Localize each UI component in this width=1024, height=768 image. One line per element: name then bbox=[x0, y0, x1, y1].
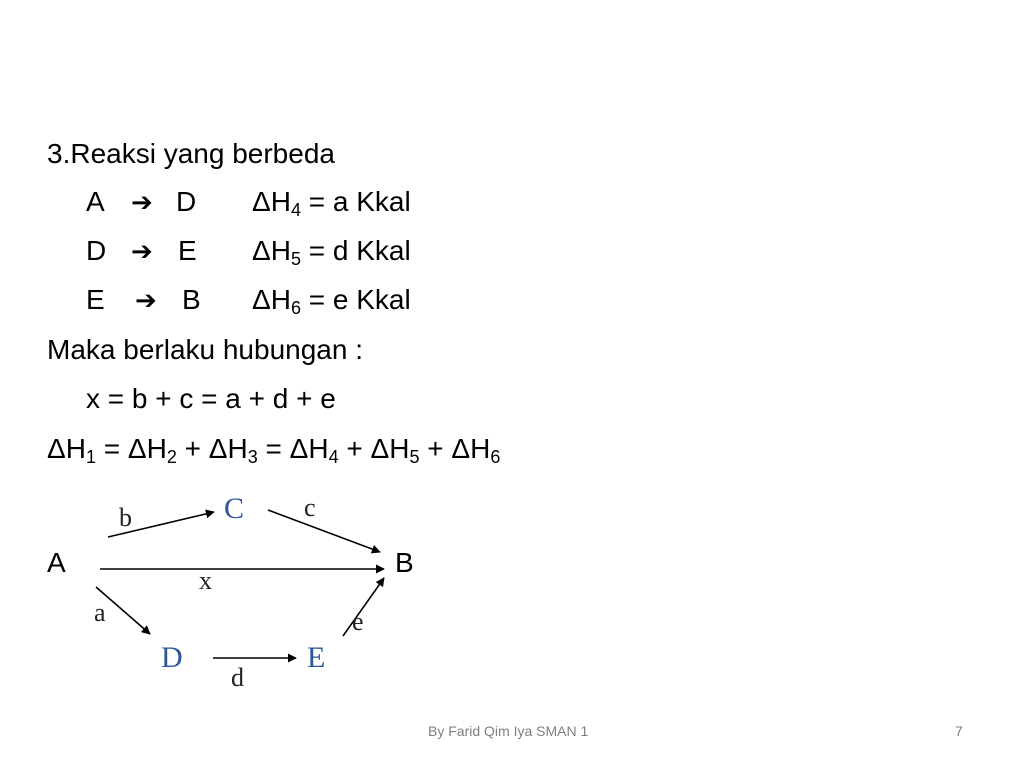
node-a: A bbox=[47, 547, 66, 578]
edge-label-d: d bbox=[231, 663, 244, 692]
enthalpy-value: $\Delta H_6 = e$ Kkal bbox=[252, 284, 411, 318]
enthalpy-value: $\Delta H_4 = a$ Kkal bbox=[252, 186, 411, 220]
edge-label-a: a bbox=[94, 598, 106, 627]
reaction-to: D bbox=[176, 186, 197, 217]
edge-label-e: e bbox=[352, 607, 364, 636]
footer-credit: By Farid Qim Iya SMAN 1 bbox=[428, 723, 589, 739]
page-number: 7 bbox=[955, 723, 963, 739]
edge-label-c: c bbox=[304, 493, 316, 522]
arrow-right-icon: ➔ bbox=[135, 285, 157, 315]
edge-label-b: b bbox=[119, 503, 132, 532]
enthalpy-value: $\Delta H_5 = d$ Kkal bbox=[252, 235, 411, 269]
reaction-to: B bbox=[182, 284, 201, 315]
edge-label-x: x bbox=[199, 566, 212, 595]
reaction-from: D bbox=[86, 235, 107, 266]
reaction-to: E bbox=[178, 235, 197, 266]
arrow-right-icon: ➔ bbox=[131, 236, 153, 266]
reaction-from: E bbox=[86, 284, 105, 315]
node-c: C bbox=[224, 492, 245, 525]
node-d: D bbox=[161, 641, 183, 674]
equation-letters: x = b + c = a + d + e bbox=[86, 383, 336, 414]
section-heading: 3.Reaksi yang berbeda bbox=[47, 138, 335, 169]
node-b: B bbox=[395, 547, 414, 578]
equation-enthalpy: $\Delta H_1 = \Delta H_2 + \Delta H_3 = \Delta H_4 + \Delta H_5 + \Delta H_6$ bbox=[47, 433, 501, 467]
conclusion-text: Maka berlaku hubungan : bbox=[47, 334, 363, 365]
arrow-right-icon: ➔ bbox=[131, 187, 153, 217]
node-e: E bbox=[307, 641, 326, 674]
reaction-from: A bbox=[86, 186, 105, 217]
arrow-c-to-b bbox=[268, 510, 380, 552]
